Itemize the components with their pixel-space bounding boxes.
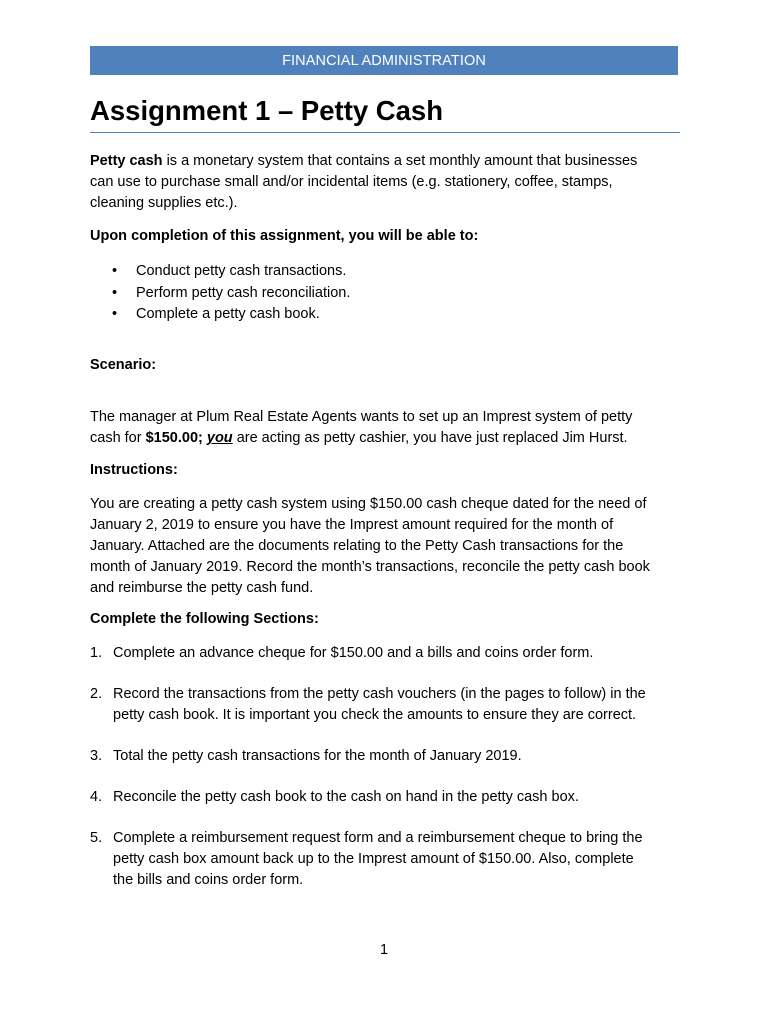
step-1 (90, 643, 680, 664)
instructions-line: January. Attached are the documents relating to the Petty Cash transactions for the (90, 538, 624, 554)
page-title: Assignment 1 – Petty Cash (90, 95, 444, 126)
instructions-line: and reimburse the petty cash fund. (90, 580, 314, 596)
scenario-line-2-post: are acting as petty cashier, you have just replaced Jim Hurst. (232, 430, 628, 446)
objective-text: Conduct petty cash transactions. (136, 263, 347, 279)
step-number: 4. (90, 789, 103, 805)
step-number: 3. (90, 748, 103, 764)
list-item (90, 261, 350, 283)
step-2 (90, 684, 680, 726)
bullet-icon: • (112, 284, 118, 301)
instructions-line: January 2, 2019 to ensure you have the Imprest amount required for the month of (90, 517, 614, 533)
page-number: 1 (379, 942, 389, 958)
bullet-icon: • (112, 263, 118, 279)
step-text: Complete an advance cheque for $150.00 and a bills and coins order form. (113, 645, 594, 661)
sections-heading: Complete the following Sections: (90, 611, 319, 627)
header-banner: FINANCIAL ADMINISTRATION (90, 46, 678, 75)
scenario-line-2-pre: cash for (90, 430, 146, 446)
scenario-paragraph (90, 407, 690, 449)
step-text: Record the transactions from the petty cash vouchers (in the pages to follow) in the petty cash book. It is important you check the amounts to ensure they are correct. (113, 686, 646, 723)
list-item (90, 283, 350, 305)
step-3 (90, 746, 680, 767)
scenario-line-1: The manager at Plum Real Estate Agents wants to set up an Imprest system of petty (90, 409, 633, 425)
intro-line-3: cleaning supplies etc.). (90, 195, 238, 211)
intro-paragraph (90, 151, 690, 214)
step-number: 5. (90, 830, 103, 846)
step-text: Total the petty cash transactions for the month of January 2019. (113, 748, 522, 764)
title-divider (90, 132, 680, 133)
you-emphasis: you (206, 430, 233, 446)
step-number: 1. (90, 645, 103, 661)
step-number: 2. (90, 686, 103, 702)
step-5 (90, 828, 680, 891)
step-text: Reconcile the petty cash book to the cash on hand in the petty cash box. (113, 789, 579, 805)
petty-cash-term: Petty cash (90, 153, 163, 169)
bullet-icon: • (112, 306, 118, 322)
intro-line-1: is a monetary system that contains a set monthly amount that businesses (162, 153, 638, 169)
objective-text: Complete a petty cash book. (136, 306, 320, 322)
scenario-heading: Scenario: (90, 357, 157, 373)
instructions-line: You are creating a petty cash system using $150.00 cash cheque dated for the need of (90, 496, 647, 512)
step-text: Complete a reimbursement request form and a reimbursement cheque to bring the petty cash box amount back up to the Imprest amount of $150.00. Also, complete the bills and coins order form. (113, 830, 643, 888)
step-4 (90, 787, 680, 808)
objective-text: Perform petty cash reconciliation. (136, 284, 351, 301)
objectives-heading: Upon completion of this assignment, you will be able to: (90, 228, 479, 244)
instructions-heading: Instructions: (90, 462, 178, 478)
instructions-paragraph (90, 494, 690, 599)
instructions-line: month of January 2019. Record the month’s transactions, reconcile the petty cash book (90, 559, 650, 575)
list-item (90, 304, 350, 326)
imprest-amount: $150.00; (145, 430, 203, 446)
objectives-list (90, 261, 350, 326)
intro-line-2: can use to purchase small and/or incidental items (e.g. stationery, coffee, stamps, (90, 174, 613, 190)
